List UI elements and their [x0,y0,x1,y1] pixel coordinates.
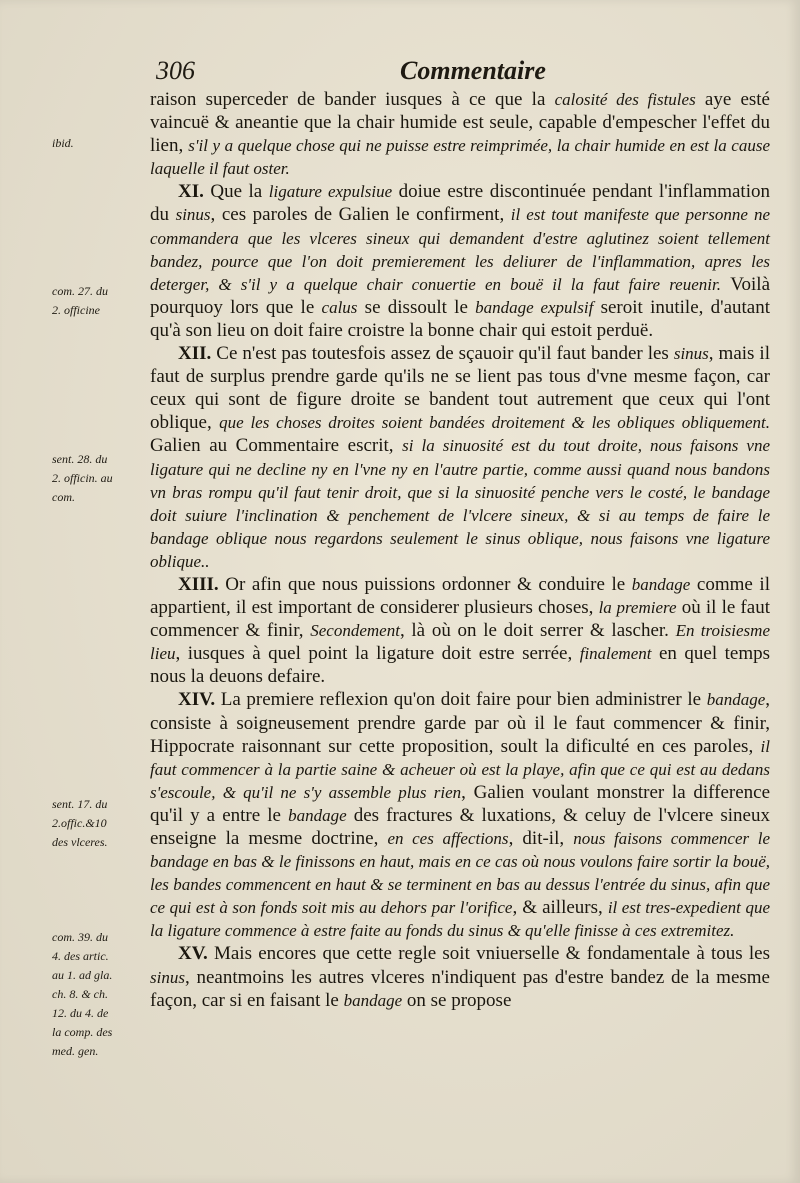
text-run: où il le faut commencer & finir, [150,597,770,642]
italic-run: calus [321,297,358,317]
page-number: 306 [156,56,195,85]
italic-run: il faut commencer à la partie saine & acheuer où est la playe, afin que ce qui est au dedans s'escoule, & qu'il ne s'y assemble plus rien [150,736,770,802]
text-run: des fractures & luxations, & celuy de l'vlcere sineux enseigne la mesme doctrine, [150,804,770,849]
text-run: La premiere reflexion qu'on doit faire pour bien administrer le [215,689,707,711]
text-run: , & ailleurs, [512,897,608,919]
margin-note-line: au 1. ad gla. [52,968,113,982]
margin-note-line: 2. officine [52,303,100,317]
margin-note [52,134,150,153]
italic-run: en ces affections [387,829,509,848]
margin-note-line: la comp. des [52,1025,113,1039]
italic-run: que les choses droites soient bandées droitement & les obliques obliquement. [219,413,770,433]
text-run: , Galien voulant monstrer la difference qu'il y a entre le [150,781,770,826]
italic-run: bandage [631,574,691,594]
italic-run: il est tres-expedient que la ligature commence à estre faite au fonds du sinus & qu'elle finisse à ces extremitez. [150,898,770,941]
paragraph-section-14 [150,688,770,942]
italic-run: En troisiesme lieu [150,621,770,664]
margin-note [52,282,150,320]
margin-note-line: des vlceres. [52,835,108,849]
italic-run: ligature expulsiue [268,182,393,202]
italic-run: finalement [579,644,652,664]
page-header [150,52,780,88]
text-run: raison superceder de bander iusques à ce que la [150,89,555,110]
paragraph [150,88,770,180]
text-run: , iusques à quel point la ligature doit estre serrée, [175,643,580,665]
margin-note-line: med. gen. [52,1044,99,1058]
margin-note-line: 12. du 4. de [52,1006,109,1020]
italic-run: bandage [343,990,403,1010]
text-run: se dissoult le [357,296,476,318]
text-run: Galien au Commentaire escrit, [150,435,403,457]
paragraph-section-11 [150,180,770,342]
margin-note-line: 4. des artic. [52,949,109,963]
running-title: Commentaire [400,56,546,85]
text-run: en quel temps nous la deuons defaire. [150,643,771,688]
margin-note [52,928,150,1061]
italic-run: sinus [150,967,185,987]
margin-note [52,450,150,507]
italic-run: nous faisons commencer le bandage en bas & le finissons en haut, mais en ce cas où nous voulons faire sortir la bouë, les bandes commencent en haut & se terminent en bas au dessus l'entrée du sinus, afin que ce qui est à son fonds soit mis au dehors par l'orifice [150,829,770,918]
text-run: aye esté vaincuë & aneantie que la chair humide est seule, capable d'empescher l'effet du lien, [150,89,770,157]
margin-note-line: 2. officin. au [52,471,113,485]
paragraph-section-13 [150,573,770,688]
italic-run: bandage [706,690,766,710]
text-run: , neantmoins les autres vlceres n'indiquent pas d'estre bandez de la mesme façon, car si en faisant le [150,966,770,1011]
paragraph-section-15 [150,942,770,1011]
margin-note-line: com. [52,490,75,504]
text-run: seroit inutile, d'autant qu'à son lieu on doit faire croistre la bonne chair qui estoit perduë. [150,296,770,341]
margin-note-line: ibid. [52,136,74,150]
text-run: Que la [203,181,269,203]
italic-run: la premiere [598,598,677,618]
text-run: , mais il faut de surplus prendre garde qu'ils ne se lient pas tous d'vne mesme façon, car ceux qui sont de figure droite se bandent tout autrement que ceux qui l'ont oblique, [150,343,770,434]
margin-note-line: sent. 17. du [52,797,108,811]
italic-run: si la sinuosité est du tout droite, nous faisons vne ligature qui ne decline ny en l'vne ny en l'autre partie, comme aussi quand nous bandons vn bras rompu qu'il faut tenir droit, que si la sinuosité penche vers le costé, le bandage doit suiure l'inclination & penchement de l'vlcere sineux, & si au temps de faire le bandage oblique nous regardons seulement le sinus oblique, nous faisons vne ligature oblique.. [150,436,770,571]
text-run: Voilà pourquoy lors que le [150,273,770,318]
body-text [150,88,770,1012]
section-number: XIV. [178,689,216,711]
text-run: Ce n'est pas toutesfois assez de sçauoir qu'il faut bander les [211,343,674,365]
italic-run: Secondement [310,621,400,641]
text-run: Mais encores que cette regle soit vniuerselle & fondamentale à tous les [207,943,770,965]
margin-note-line: ch. 8. & ch. [52,987,108,1001]
text-run: doiue estre discontinuée pendant l'inflammation du [150,181,770,226]
italic-run: calosité des fistules [554,90,696,109]
italic-run: sinus [673,344,709,364]
text-run: , ces paroles de Galien le confirment, [210,204,511,226]
text-run: , consiste à soigneusement prendre garde par où il le faut commencer & finir, Hippocrate raisonnant sur cette proposition, soult la dificulté en ces paroles, [150,689,770,757]
italic-run: bandage expulsif [475,297,594,317]
section-number: XI. [178,181,204,203]
section-number: XIII. [178,573,219,595]
italic-run: sinus [175,205,211,225]
margin-note-line: com. 27. du [52,284,108,298]
margin-note-line: com. 39. du [52,930,108,944]
text-run: , dit-il, [508,828,574,849]
italic-run: il est tout manifeste que personne ne commandera que les vlceres sineux qui demandent d'estre aglutinez soient tellement bandez, pource que l'on doit premierement les deliurer de l'inflammation, apres les deterger, & s'il y a quelque chair conuertie en bouë il la faut faire reuenir. [150,205,771,294]
text-run: on se propose [402,989,512,1011]
text-run: , là où on le doit serrer & lascher. [399,620,676,642]
italic-run: bandage [288,805,347,825]
text-run: Or afin que nous puissions ordonner & conduire le [218,573,632,595]
text-run: comme il appartient, il est important de considerer plusieurs choses, [150,573,770,619]
section-number: XV. [178,943,208,965]
section-number: XII. [178,343,212,365]
margin-note-line: 2.offic.&10 [52,816,107,830]
margin-note-line: sent. 28. du [52,452,108,466]
margin-note [52,795,150,852]
italic-run: s'il y a quelque chose qui ne puisse estre reimprimée, la chair humide en est la cause laquelle il faut oster. [150,136,770,179]
paragraph-section-12 [150,342,770,573]
